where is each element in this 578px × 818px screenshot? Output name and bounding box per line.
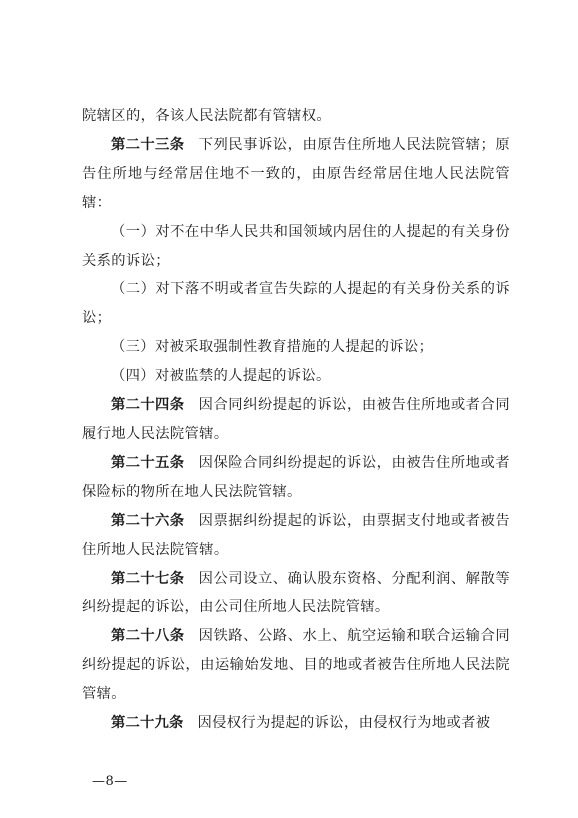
article-29-heading: 第二十九条 [111,715,184,732]
article-26-heading: 第二十六条 [111,512,185,529]
article-26-paragraph [82,507,510,565]
article-23-item-3: （三）对被采取强制性教育措施的人提起的诉讼； [111,339,434,356]
article-29-text: 因侵权行为提起的诉讼，由侵权行为地或者被 [197,715,491,732]
article-23-heading: 第二十三条 [111,136,185,153]
document-body [82,102,510,738]
article-28-paragraph [82,622,510,709]
article-27-paragraph [82,565,510,623]
article-24-heading: 第二十四条 [111,397,185,414]
article-28-text: 因铁路、公路、水上、航空运输和联合运输合同纠纷提起的诉讼，由运输始发地、目的地或者被告住所地人民法院管辖。 [82,628,510,703]
article-27-text: 因公司设立、确认股东资格、分配利润、解散等纠纷提起的诉讼，由公司住所地人民法院管辖。 [82,570,510,616]
article-25-heading: 第二十五条 [111,454,185,471]
article-25-paragraph [82,449,510,507]
article-23-item-1: （一）对不在中华人民共和国领域内居住的人提起的有关身份关系的诉讼； [82,223,510,269]
article-27-heading: 第二十七条 [111,570,185,587]
article-23-item-2: （二）对下落不明或者宣告失踪的人提起的有关身份关系的诉讼； [82,281,510,327]
lead-in-paragraph: 院辖区的，各该人民法院都有管辖权。 [82,108,331,124]
article-26-text: 因票据纠纷提起的诉讼，由票据支付地或者被告住所地人民法院管辖。 [82,512,510,558]
page-number: —8— [92,774,128,789]
article-28-heading: 第二十八条 [111,628,185,645]
article-23-paragraph [82,131,510,218]
article-23-text: 下列民事诉讼，由原告住所地人民法院管辖；原告住所地与经常居住地不一致的，由原告经常居住地人民法院管辖： [82,136,510,211]
article-25-text: 因保险合同纠纷提起的诉讼，由被告住所地或者保险标的物所在地人民法院管辖。 [82,454,510,500]
article-24-text: 因合同纠纷提起的诉讼，由被告住所地或者合同履行地人民法院管辖。 [82,397,510,442]
article-23-item-4: （四）对被监禁的人提起的诉讼。 [111,368,331,385]
article-24-paragraph [82,391,510,449]
article-29-paragraph [82,709,510,738]
